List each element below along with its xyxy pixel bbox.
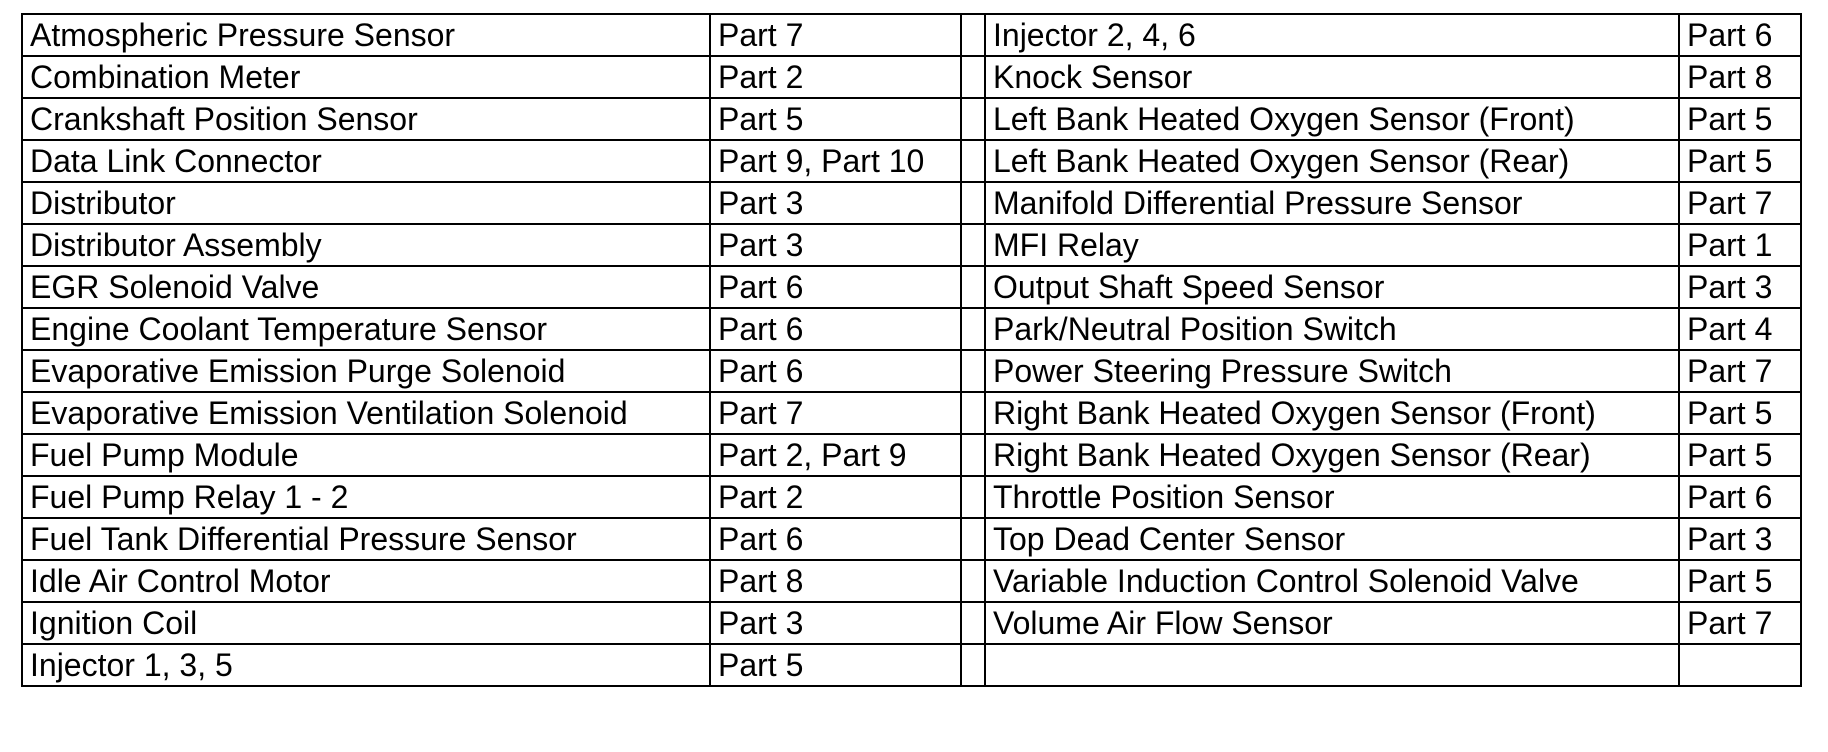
- left-component-cell: Distributor Assembly: [22, 224, 710, 266]
- right-location-cell: Part 5: [1679, 98, 1801, 140]
- table-row: [22, 56, 1801, 98]
- left-location-cell: Part 3: [710, 182, 961, 224]
- column-gap: [961, 98, 985, 140]
- right-location-cell: Part 5: [1679, 560, 1801, 602]
- column-gap: [961, 224, 985, 266]
- table-row: [22, 392, 1801, 434]
- right-component-cell: Power Steering Pressure Switch: [985, 350, 1679, 392]
- right-location-cell: Part 5: [1679, 140, 1801, 182]
- left-location-cell: Part 5: [710, 644, 961, 686]
- column-gap: [961, 182, 985, 224]
- column-gap: [961, 392, 985, 434]
- left-component-cell: Data Link Connector: [22, 140, 710, 182]
- right-component-cell: Volume Air Flow Sensor: [985, 602, 1679, 644]
- right-component-cell: [985, 644, 1679, 686]
- table-row: [22, 266, 1801, 308]
- right-component-cell: Throttle Position Sensor: [985, 476, 1679, 518]
- table-row: [22, 350, 1801, 392]
- column-gap: [961, 350, 985, 392]
- left-component-cell: Evaporative Emission Ventilation Solenoid: [22, 392, 710, 434]
- left-component-cell: Combination Meter: [22, 56, 710, 98]
- table-row: [22, 224, 1801, 266]
- left-location-cell: Part 2, Part 9: [710, 434, 961, 476]
- left-component-cell: EGR Solenoid Valve: [22, 266, 710, 308]
- left-component-cell: Injector 1, 3, 5: [22, 644, 710, 686]
- right-location-cell: Part 3: [1679, 518, 1801, 560]
- left-location-cell: Part 8: [710, 560, 961, 602]
- right-location-cell: Part 7: [1679, 182, 1801, 224]
- column-gap: [961, 56, 985, 98]
- table-body: [22, 14, 1801, 686]
- right-component-cell: Right Bank Heated Oxygen Sensor (Front): [985, 392, 1679, 434]
- table-row: [22, 602, 1801, 644]
- left-component-cell: Idle Air Control Motor: [22, 560, 710, 602]
- table-row: [22, 182, 1801, 224]
- right-location-cell: Part 5: [1679, 392, 1801, 434]
- left-location-cell: Part 5: [710, 98, 961, 140]
- left-location-cell: Part 7: [710, 392, 961, 434]
- right-location-cell: [1679, 644, 1801, 686]
- column-gap: [961, 434, 985, 476]
- left-component-cell: Fuel Pump Module: [22, 434, 710, 476]
- table-row: [22, 476, 1801, 518]
- left-component-cell: Distributor: [22, 182, 710, 224]
- left-location-cell: Part 2: [710, 56, 961, 98]
- column-gap: [961, 140, 985, 182]
- right-location-cell: Part 7: [1679, 350, 1801, 392]
- left-component-cell: Fuel Tank Differential Pressure Sensor: [22, 518, 710, 560]
- column-gap: [961, 602, 985, 644]
- right-location-cell: Part 6: [1679, 14, 1801, 56]
- left-component-cell: Atmospheric Pressure Sensor: [22, 14, 710, 56]
- column-gap: [961, 266, 985, 308]
- right-component-cell: MFI Relay: [985, 224, 1679, 266]
- right-location-cell: Part 8: [1679, 56, 1801, 98]
- right-component-cell: Output Shaft Speed Sensor: [985, 266, 1679, 308]
- table-row: [22, 140, 1801, 182]
- left-location-cell: Part 3: [710, 224, 961, 266]
- left-component-cell: Engine Coolant Temperature Sensor: [22, 308, 710, 350]
- left-component-cell: Crankshaft Position Sensor: [22, 98, 710, 140]
- column-gap: [961, 14, 985, 56]
- right-component-cell: Left Bank Heated Oxygen Sensor (Front): [985, 98, 1679, 140]
- column-gap: [961, 518, 985, 560]
- right-location-cell: Part 5: [1679, 434, 1801, 476]
- right-location-cell: Part 7: [1679, 602, 1801, 644]
- left-location-cell: Part 6: [710, 266, 961, 308]
- table-row: [22, 560, 1801, 602]
- column-gap: [961, 644, 985, 686]
- left-location-cell: Part 7: [710, 14, 961, 56]
- table-row: [22, 14, 1801, 56]
- right-component-cell: Right Bank Heated Oxygen Sensor (Rear): [985, 434, 1679, 476]
- left-location-cell: Part 2: [710, 476, 961, 518]
- table-row: [22, 308, 1801, 350]
- column-gap: [961, 308, 985, 350]
- right-component-cell: Top Dead Center Sensor: [985, 518, 1679, 560]
- left-location-cell: Part 6: [710, 350, 961, 392]
- table-row: [22, 518, 1801, 560]
- left-component-cell: Ignition Coil: [22, 602, 710, 644]
- component-location-table: [21, 13, 1802, 687]
- left-location-cell: Part 6: [710, 518, 961, 560]
- right-component-cell: Park/Neutral Position Switch: [985, 308, 1679, 350]
- left-component-cell: Evaporative Emission Purge Solenoid: [22, 350, 710, 392]
- right-component-cell: Injector 2, 4, 6: [985, 14, 1679, 56]
- column-gap: [961, 476, 985, 518]
- right-component-cell: Knock Sensor: [985, 56, 1679, 98]
- left-location-cell: Part 3: [710, 602, 961, 644]
- table-row: [22, 644, 1801, 686]
- right-location-cell: Part 4: [1679, 308, 1801, 350]
- right-location-cell: Part 3: [1679, 266, 1801, 308]
- left-location-cell: Part 9, Part 10: [710, 140, 961, 182]
- right-component-cell: Manifold Differential Pressure Sensor: [985, 182, 1679, 224]
- left-location-cell: Part 6: [710, 308, 961, 350]
- table-row: [22, 98, 1801, 140]
- left-component-cell: Fuel Pump Relay 1 - 2: [22, 476, 710, 518]
- right-component-cell: Variable Induction Control Solenoid Valve: [985, 560, 1679, 602]
- right-location-cell: Part 1: [1679, 224, 1801, 266]
- table-row: [22, 434, 1801, 476]
- right-location-cell: Part 6: [1679, 476, 1801, 518]
- column-gap: [961, 560, 985, 602]
- right-component-cell: Left Bank Heated Oxygen Sensor (Rear): [985, 140, 1679, 182]
